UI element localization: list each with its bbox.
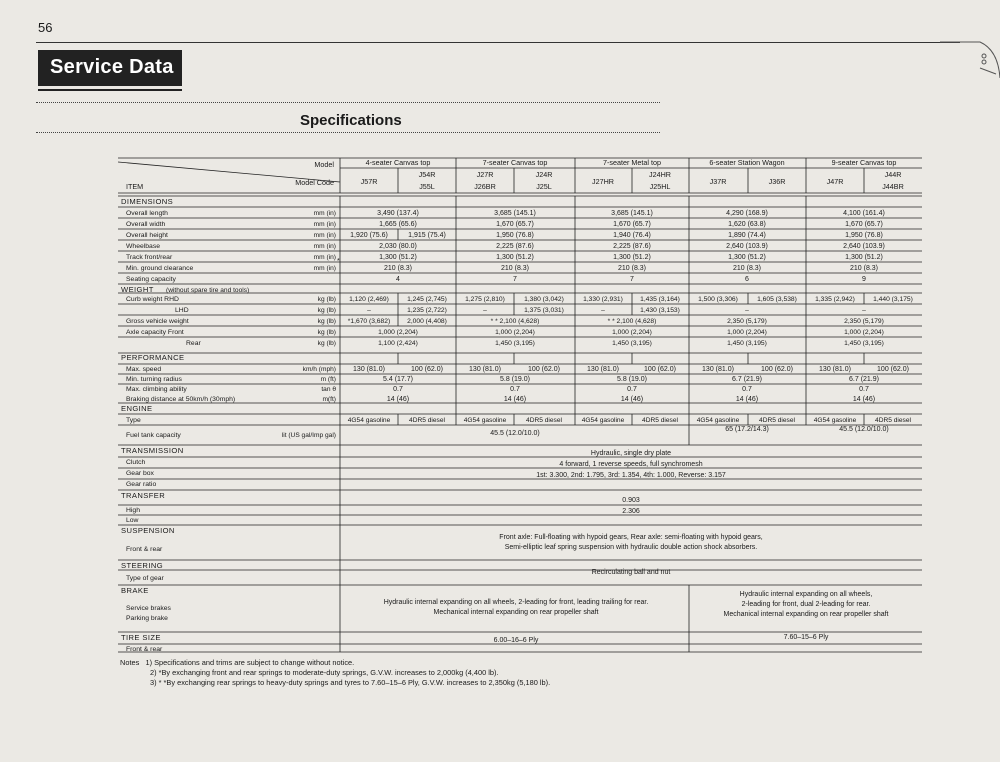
cell: 1,670 (65.7) [613,221,651,228]
cell: 1,890 (74.4) [728,232,766,239]
label-service-brakes: Service brakes [126,605,171,612]
header-group-5: 9-seater Canvas top [831,158,897,167]
header-code-label: Model Code [295,178,334,187]
label-steering: Type of gear [126,575,164,582]
section-suspension: SUSPENSION [121,526,175,535]
unit-max-speed: km/h (mph) [302,366,336,373]
cell: – [483,307,487,314]
cell: 1,500 (3,306) [698,296,738,303]
label-seating: Seating capacity [126,276,176,283]
cell: *1,670 (3,682) [347,318,391,325]
section-transmission: TRANSMISSION [121,446,184,455]
unit-braking: m(ft) [322,396,336,403]
cell: 0.7 [510,386,520,393]
cell: 100 (62.0) [411,366,443,373]
label-track: Track front/rear [126,254,173,261]
unit-track: mm (in) [313,254,336,261]
label-braking: Braking distance at 50km/h (30mph) [126,396,236,403]
code-j24hr: J24HR [649,170,671,179]
header-group-4: 6-seater Station Wagon [709,158,785,167]
cell: 45.5 (12.0/10.0) [490,430,540,437]
note-line-2 [120,668,550,678]
cell: 1,620 (63.8) [728,221,766,228]
cell: 2,225 (87.6) [496,243,534,250]
header-group-2: 7-seater Canvas top [482,158,548,167]
cell: 130 (81.0) [819,366,851,373]
unit-turning: m (ft) [320,376,336,383]
cell: 1,330 (2,931) [583,296,623,303]
section-brake: BRAKE [121,586,149,595]
cell: 4DR5 diesel [526,417,562,424]
cell-brake-a1: Hydraulic internal expanding on all wheels, 2-leading for front, leading trailing for rear. [383,599,649,606]
label-axle-rear: Rear [186,340,201,347]
unit-overall-width: mm (in) [313,221,336,228]
cell: 1,300 (51.2) [379,254,417,261]
seating-asterisk: * [337,258,340,265]
cell: 3,490 (137.4) [377,210,419,217]
header-group-1: 4-seater Canvas top [365,158,431,167]
cell: 4DR5 diesel [409,417,445,424]
label-max-speed: Max. speed [126,366,162,373]
cell: 4G54 gasoline [581,417,625,424]
cell: 1,435 (3,164) [640,296,680,303]
label-parking-brake: Parking brake [126,615,168,622]
cell: 1,100 (2,424) [378,340,418,347]
notes-block [120,658,550,688]
cell: 3,685 (145.1) [494,210,536,217]
cell: 6 [745,276,749,283]
cell: 5.4 (17.7) [383,376,413,383]
cell: 1,915 (75.4) [408,232,446,239]
cell: 2,030 (80.0) [379,243,417,250]
note-line-3 [120,678,550,688]
code-j25hl: J25HL [649,182,671,191]
cell: 2,225 (87.6) [613,243,651,250]
section-engine: ENGINE [121,404,153,413]
cell: 4G54 gasoline [696,417,740,424]
label-engine-type: Type [126,417,141,424]
cell: 1,300 (51.2) [728,254,766,261]
cell: 2,000 (4,408) [407,318,447,325]
cell-low: 2.306 [622,508,640,515]
cell: 1,000 (2,204) [727,329,767,336]
cell: 4,100 (161.4) [843,210,885,217]
label-fuel: Fuel tank capacity [126,432,181,439]
cell: 1,670 (65.7) [496,221,534,228]
cell: 5.8 (19.0) [500,376,530,383]
code-j55l: J55L [419,182,435,191]
cell: 1,235 (2,722) [407,307,447,314]
page-number: 56 [38,20,53,35]
cell: 4G54 gasoline [347,417,391,424]
cell: 4 [396,276,400,283]
cell: 100 (62.0) [877,366,909,373]
cell: 1,450 (3,195) [727,340,767,347]
cell: 2,640 (103.9) [726,243,768,250]
cell: 100 (62.0) [644,366,676,373]
cell: 1,245 (2,745) [407,296,447,303]
banner-label: Service Data [50,56,174,78]
cell: 1,000 (2,204) [378,329,418,336]
cell: 0.7 [859,386,869,393]
cell: 1,380 (3,042) [524,296,564,303]
code-j26br: J26BR [474,182,496,191]
cell-tire-a: 6.00–16–6 Ply [493,637,539,644]
cell: 6.7 (21.9) [732,376,762,383]
cell: 1,450 (3,195) [612,340,652,347]
cell: 1,000 (2,204) [844,329,884,336]
cell: 210 (8.3) [383,265,413,272]
cell: 4,290 (168.9) [726,210,768,217]
cell: 1,950 (76.8) [845,232,883,239]
label-curb-lhd: LHD [175,307,189,314]
code-j24r: J24R [535,170,553,179]
cell: 1,430 (3,153) [640,307,680,314]
label-climbing: Max. climbing ability [126,386,187,393]
cell: 14 (46) [852,396,876,403]
cell: 1,450 (3,195) [495,340,535,347]
label-wheelbase: Wheelbase [126,243,161,250]
code-j27r: J27R [476,170,494,179]
cell: 1,300 (51.2) [845,254,883,261]
label-gear-ratio: Gear ratio [126,481,157,488]
cell-gear-ratio: 1st: 3.300, 2nd: 1.795, 3rd: 1.354, 4th: 1.000, Reverse: 3.157 [536,472,726,479]
code-j44r: J44R [884,170,902,179]
unit-fuel: lit (US gal/Imp gal) [281,432,336,439]
cell: 130 (81.0) [353,366,385,373]
section-transfer: TRANSFER [121,491,166,500]
cell-high: 0.903 [622,497,640,504]
unit-overall-height: mm (in) [313,232,336,239]
code-j57r: J57R [360,177,378,186]
cell: 2,350 (5,179) [844,318,884,325]
cell: 1,120 (2,469) [349,296,389,303]
weight-note: (without spare tire and tools) [166,287,250,294]
label-curb-rhd: Curb weight RHD [126,296,179,303]
section-tire-size: TIRE SIZE [121,633,161,642]
cell: 0.7 [627,386,637,393]
code-j25l: J25L [536,182,552,191]
cell: 1,440 (3,175) [873,296,913,303]
page-title: Specifications [300,112,402,129]
code-j36r: J36R [768,177,786,186]
cell: * * 2,100 (4,628) [607,318,657,325]
cell: 130 (81.0) [587,366,619,373]
unit-axle-front: kg (lb) [317,329,336,336]
cell: 3,685 (145.1) [611,210,653,217]
cell: 1,605 (3,538) [757,296,797,303]
unit-clearance: mm (in) [313,265,336,272]
unit-overall-length: mm (in) [313,210,336,217]
code-j27hr: J27HR [592,177,614,186]
cell: 1,670 (65.7) [845,221,883,228]
label-gearbox: Gear box [126,470,154,477]
unit-wheelbase: mm (in) [313,243,336,250]
label-axle-front: Axle capacity Front [126,329,184,336]
cell: 1,335 (2,942) [815,296,855,303]
cell: 130 (81.0) [469,366,501,373]
cell: 130 (81.0) [702,366,734,373]
unit-climbing: tan θ [321,386,336,393]
cell: 65 (17.2/14.3) [725,426,769,433]
label-overall-height: Overall height [126,232,168,239]
cell: 45.5 (12.0/10.0) [839,426,889,433]
section-weight: WEIGHT [121,285,154,294]
unit-curb-rhd: kg (lb) [317,296,336,303]
unit-curb-lhd: kg (lb) [317,307,336,314]
cell: 210 (8.3) [732,265,762,272]
cell-clutch: Hydraulic, single dry plate [590,450,672,457]
label-clutch: Clutch [126,459,146,466]
header-group-3: 7-seater Metal top [603,158,661,167]
header-item-label: ITEM [126,182,144,191]
cell: 5.8 (19.0) [617,376,647,383]
cell: 210 (8.3) [617,265,647,272]
cell: 14 (46) [503,396,527,403]
cell: 9 [862,276,866,283]
section-steering: STEERING [121,561,164,570]
cell: 4G54 gasoline [463,417,507,424]
cell: 1,000 (2,204) [495,329,535,336]
cell: 1,950 (76.8) [496,232,534,239]
cell: 0.7 [742,386,752,393]
label-overall-length: Overall length [126,210,168,217]
header-model-label: Model [314,160,334,169]
cell: – [745,307,749,314]
cell: 2,640 (103.9) [843,243,885,250]
cell: * * 2,100 (4,628) [490,318,540,325]
code-j54r: J54R [418,170,436,179]
note-1: 1) Specifications and trims are subject to change without notice. [145,658,355,667]
cell-brake-b1: Hydraulic internal expanding on all wheels, [739,591,873,598]
cell: 6.7 (21.9) [849,376,879,383]
note-line-1 [120,658,550,668]
cell: 1,665 (65.6) [379,221,417,228]
cell: 14 (46) [386,396,410,403]
label-high: High [126,507,140,514]
unit-gvw: kg (lb) [317,318,336,325]
cell: 7 [630,276,634,283]
cell-suspension-2: Semi-elliptic leaf spring suspension with hydraulic double action shock absorbers. [504,544,758,551]
cell: 1,375 (3,031) [524,307,564,314]
cell: 210 (8.3) [500,265,530,272]
label-gvw: Gross vehicle weight [126,318,189,325]
cell-brake-b2: 2-leading for front, dual 2-leading for rear. [741,601,871,608]
cell: 1,275 (2,810) [465,296,505,303]
note-2: 2) *By exchanging front and rear springs to moderate-duty springs, G.V.W. increases to 2,000kg (4,400 lb). [150,668,499,677]
note-3: 3) * *By exchanging rear springs to heavy-duty springs and tyres to 7.60–15–6 Ply, G.V.W. increases to 2,350kg (5,180 lb). [150,678,551,687]
cell: 100 (62.0) [528,366,560,373]
code-j47r: J47R [826,177,844,186]
cell: 1,920 (75.6) [350,232,388,239]
cell: 1,940 (76.4) [613,232,651,239]
cell: 14 (46) [620,396,644,403]
cell: 14 (46) [735,396,759,403]
cell-brake-b3: Mechanical internal expanding on rear propeller shaft [723,611,889,618]
code-j44br: J44BR [882,182,904,191]
code-j37r: J37R [709,177,727,186]
unit-axle-rear: kg (lb) [317,340,336,347]
cell: 1,000 (2,204) [612,329,652,336]
cell: 1,450 (3,195) [844,340,884,347]
cell: 1,300 (51.2) [613,254,651,261]
notes-label: Notes [120,658,140,667]
cell-suspension-1: Front axle: Full-floating with hypoid gears, Rear axle: semi-floating with hypoid gears, [499,534,763,541]
section-dimensions: DIMENSIONS [121,197,174,206]
cell: 210 (8.3) [849,265,879,272]
label-turning: Min. turning radius [126,376,182,383]
label-overall-width: Overall width [126,221,166,228]
cell: 4DR5 diesel [875,417,911,424]
cell: – [862,307,866,314]
cell: 4DR5 diesel [642,417,678,424]
cell-gearbox: 4 forward, 1 reverse speeds, full synchromesh [559,461,703,468]
cell: – [601,307,605,314]
cell: 4G54 gasoline [813,417,857,424]
cell: 100 (62.0) [761,366,793,373]
label-clearance: Min. ground clearance [126,265,194,272]
cell: 7 [513,276,517,283]
label-suspension: Front & rear [126,546,163,553]
cell-steering: Recirculating ball and nut [591,569,671,576]
cell-brake-a2: Mechanical internal expanding on rear propeller shaft [433,609,599,616]
cell-tire-b: 7.60–15–6 Ply [783,634,829,641]
section-performance: PERFORMANCE [121,353,185,362]
cell: 1,300 (51.2) [496,254,534,261]
label-tire: Front & rear [126,646,163,653]
cell: 4DR5 diesel [759,417,795,424]
cell: 2,350 (5,179) [727,318,767,325]
cell: – [367,307,371,314]
label-low: Low [126,517,139,524]
cell: 0.7 [393,386,403,393]
